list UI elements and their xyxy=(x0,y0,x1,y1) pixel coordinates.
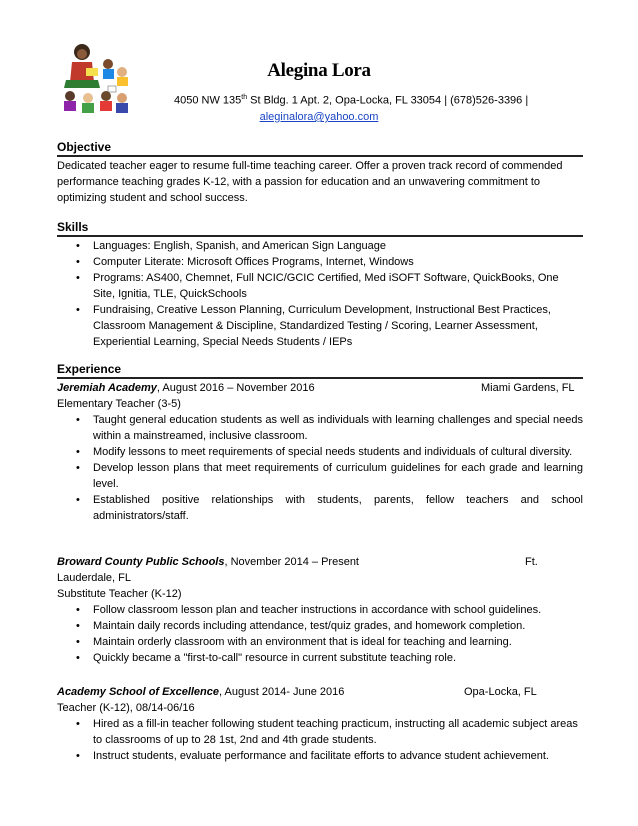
skills-list xyxy=(57,238,583,350)
list-item: • Hired as a fill-in teacher following student teaching practicum, instructing all academic subject areas to classrooms of up to 28 1st, 2nd and 4th grade students. xyxy=(57,716,583,748)
skills-heading: Skills xyxy=(57,220,89,234)
list-item: • Fundraising, Creative Lesson Planning, Curriculum Development, Instructional Best Practices, Classroom Management & Discipline, Standardized Testing / Scoring, Learner Assessment, Experiential Learning, Special Needs Students / IEPs xyxy=(57,302,583,350)
list-item: • Quickly became a "first-to-call" resource in current substitute teaching role. xyxy=(57,650,583,666)
job-location: Miami Gardens, FL xyxy=(481,382,575,394)
email-link[interactable]: aleginalora@yahoo.com xyxy=(259,111,379,123)
job-location: Opa-Locka, FL xyxy=(464,686,537,698)
job-duties-list xyxy=(57,716,583,764)
list-item: • Modify lessons to meet requirements of special needs students and individuals of cultural diversity. xyxy=(57,444,583,460)
job-dates: , November 2014 – Present xyxy=(224,556,359,568)
job-title: Substitute Teacher (K-12) xyxy=(57,588,182,600)
job-dates: , August 2014- June 2016 xyxy=(219,686,345,698)
section-divider xyxy=(57,155,583,157)
job-duties-list xyxy=(57,602,583,666)
employer-name: Academy School of Excellence xyxy=(57,686,220,698)
job-entry xyxy=(57,554,583,602)
employer-name: Broward County Public Schools xyxy=(57,556,225,568)
job-entry xyxy=(57,684,583,716)
list-item: • Computer Literate: Microsoft Offices Programs, Internet, Windows xyxy=(57,254,583,270)
job-location: Ft. xyxy=(525,556,538,568)
objective-text: Dedicated teacher eager to resume full-time teaching career. Offer a proven track record of commended performance teaching grades K-12, with a passion for education and an unwavering commitment to optimizing student and school success. xyxy=(57,160,563,204)
list-item: • Established positive relationships with students, parents, fellow teachers and school administrators/staff. xyxy=(57,492,583,524)
experience-heading: Experience xyxy=(57,362,122,376)
list-item: • Programs: AS400, Chemnet, Full NCIC/GCIC Certified, Med iSOFT Software, QuickBooks, One Site, Ignitia, TLE, QuickSchools xyxy=(57,270,583,302)
objective-heading: Objective xyxy=(57,140,112,154)
job-title: Elementary Teacher (3-5) xyxy=(57,398,181,410)
contact-address: 4050 NW 135th St Bldg. 1 Apt. 2, Opa-Locka, FL 33054 | (678)526-3396 | xyxy=(174,94,529,107)
job-location-continued: Lauderdale, FL xyxy=(57,572,131,584)
section-divider xyxy=(57,235,583,237)
job-entry xyxy=(57,380,583,412)
list-item: • Instruct students, evaluate performance and facilitate efforts to advance student achievement. xyxy=(57,748,583,764)
candidate-name: Alegina Lora xyxy=(267,60,371,81)
job-dates: , August 2016 – November 2016 xyxy=(156,382,315,394)
list-item: • Languages: English, Spanish, and American Sign Language xyxy=(57,238,583,254)
section-divider xyxy=(57,377,583,379)
list-item: • Taught general education students as well as individuals with learning challenges and special needs within a mainstreamed, inclusive classroom. xyxy=(57,412,583,444)
job-duties-list xyxy=(57,412,583,524)
list-item: • Develop lesson plans that meet requirements of curriculum guidelines for each grade and learning level. xyxy=(57,460,583,492)
job-title: Teacher (K-12), 08/14-06/16 xyxy=(57,702,195,714)
list-item: • Maintain orderly classroom with an environment that is ideal for teaching and learning. xyxy=(57,634,583,650)
list-item: • Maintain daily records including attendance, test/quiz grades, and homework completion. xyxy=(57,618,583,634)
list-item: • Follow classroom lesson plan and teacher instructions in accordance with school guidelines. xyxy=(57,602,583,618)
employer-name: Jeremiah Academy xyxy=(57,382,157,394)
